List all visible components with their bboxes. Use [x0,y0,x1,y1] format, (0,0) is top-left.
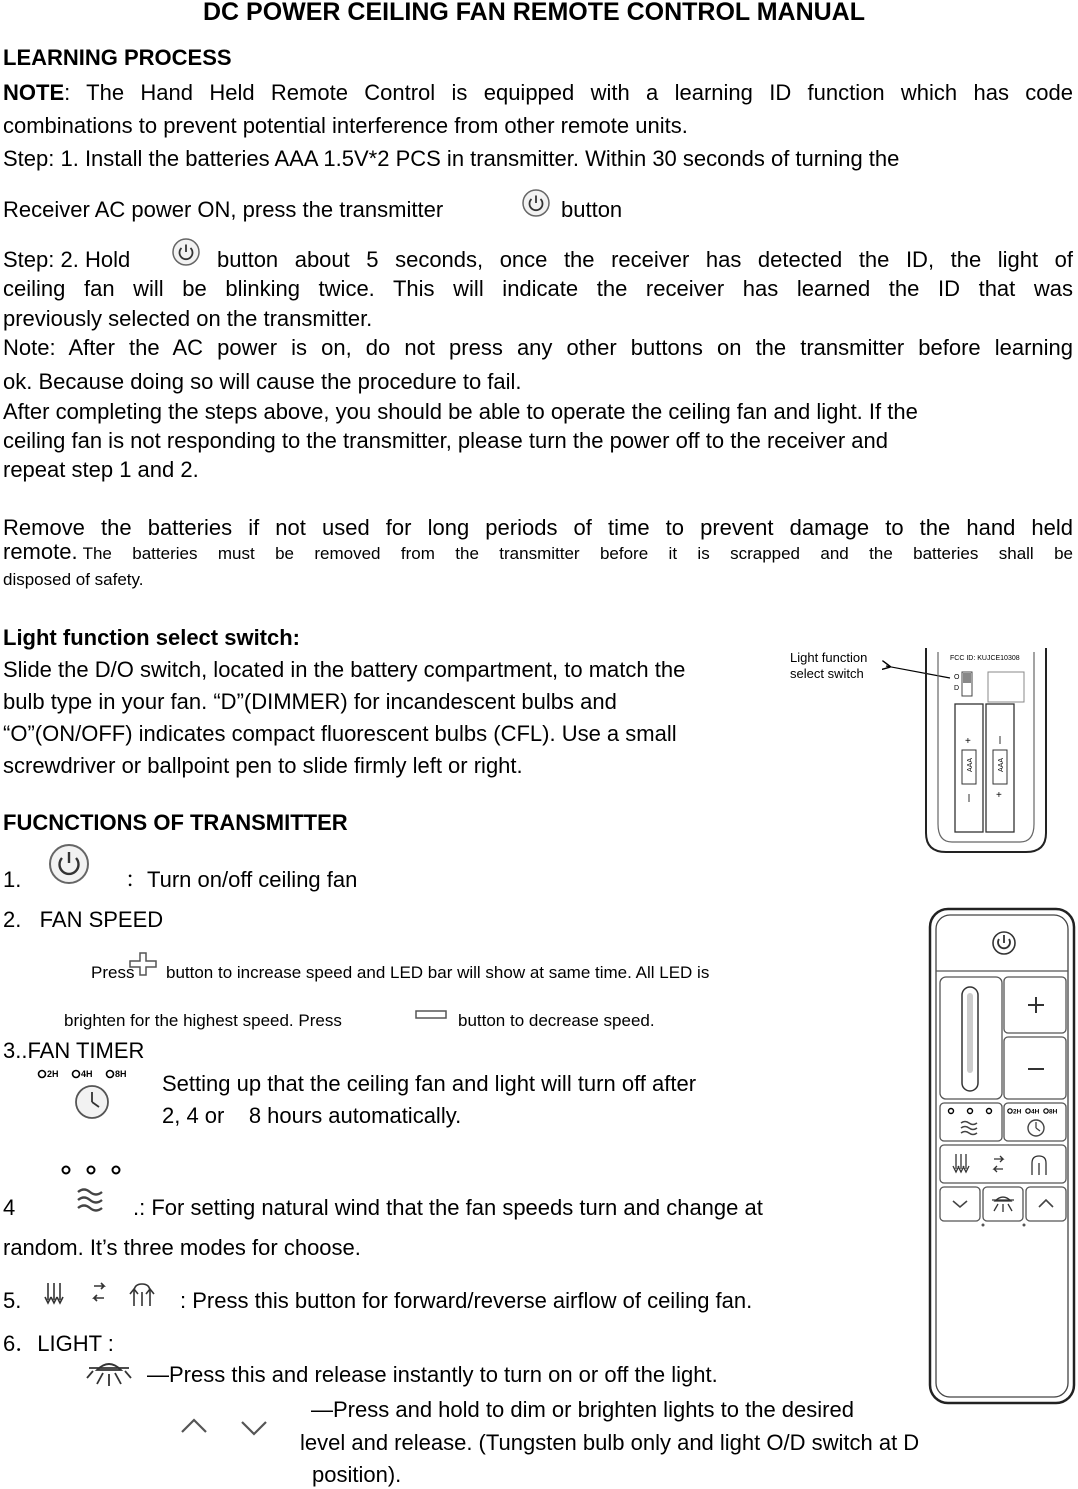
functions-heading: FUCNCTIONS OF TRANSMITTER [3,810,348,835]
natural-wind-icon [60,1162,124,1222]
minus-icon [414,1009,448,1021]
svg-text:8H: 8H [1049,1108,1058,1116]
plus-icon [128,951,158,977]
timer-icon [36,1066,142,1122]
step2-b: button about 5 seconds, once the receiver has detected the ID, the light of [217,247,1073,272]
f3-line1: Setting up that the ceiling fan and light will turn off after [162,1071,697,1096]
learning-note-line1 [3,79,1073,107]
fcc-id-text: FCC ID: KUJCE10308 [950,655,1020,662]
f2-line2b: button to decrease speed. [458,1011,655,1030]
light-icon [85,1360,133,1390]
learning-heading: LEARNING PROCESS [3,45,232,70]
f6-line3: level and release. (Tungsten bulb only and light O/D switch at D [300,1430,920,1455]
light-switch-line1: Slide the D/O switch, located in the battery compartment, to match the [3,657,686,682]
f1-text: ：Turn on/off ceiling fan [125,867,358,892]
f4-number: 4 [3,1195,16,1220]
f2-line2a: brighten for the highest speed. Press [64,1011,342,1030]
f1-number: 1. [3,867,22,892]
power-button-icon [521,188,551,218]
svg-text:4H: 4H [81,1069,93,1079]
svg-text:+: + [965,736,971,747]
figure-label-line1: Light function [790,650,868,665]
svg-text:2H: 2H [1013,1108,1022,1116]
svg-text:AAA: AAA [998,757,1005,772]
f4-line2: random. It’s three modes for choose. [3,1235,361,1260]
power-button-icon [171,237,201,267]
f2-line1b: button to increase speed and LED bar will show at same time. All LED is [166,963,710,982]
note-label: NOTE [3,80,65,105]
f6-heading: 6．LIGHT : [3,1331,114,1356]
note2-line2: ok. Because doing so will cause the procedure to fail. [3,369,522,394]
after-line2: ceiling fan is not responding to the transmitter, please turn the power off to the receiver and [3,428,889,453]
f2-heading: 2. FAN SPEED [3,907,164,932]
step1-line1: Step: 1. Install the batteries AAA 1.5V*2 PCS in transmitter. Within 30 seconds of turning the [3,146,900,171]
remove-line1: Remove the batteries if not used for long periods of time to prevent damage to the hand held [3,515,1073,540]
f6-line2: —Press and hold to dim or brighten lights to the desired [311,1397,854,1422]
figure-label-line2: select switch [790,666,864,681]
f5-number: 5. [3,1288,22,1313]
note-text: : The Hand Held Remote Control is equipped with a learning ID function which has code [64,80,1073,105]
f3-line2: 2, 4 or 8 hours automatically. [162,1103,462,1128]
f3-heading: 3..FAN TIMER [3,1038,145,1063]
after-line1: After completing the steps above, you should be able to operate the ceiling fan and light. If the [3,399,918,424]
after-line3: repeat step 1 and 2. [3,457,199,482]
remove-line2 [3,539,1073,565]
svg-text:+: + [996,790,1002,801]
svg-text:AAA: AAA [967,757,974,772]
light-switch-line3: “O”(ON/OFF) indicates compact fluorescent bulbs (CFL). Use a small [3,721,677,746]
light-switch-line2: bulb type in your fan. “D”(DIMMER) for incandescent bulbs and [3,689,617,714]
step2-line2: ceiling fan will be blinking twice. This will indicate the receiver has learned the ID that was [3,276,1073,301]
airflow-direction-icon [44,1280,162,1310]
f6-line4: position). [312,1462,402,1487]
page-title: DC POWER CEILING FAN REMOTE CONTROL MANUAL [202,0,866,26]
f2-line1a: Press [91,963,135,982]
svg-text:2H: 2H [47,1069,59,1079]
svg-text:8H: 8H [115,1069,127,1079]
light-switch-line4: screwdriver or ballpoint pen to slide firmly left or right. [3,753,523,778]
svg-text:D: D [954,685,960,692]
step1-line2b: button [561,197,623,222]
figure-label [790,650,867,682]
remove-line3: disposed of safety. [3,570,144,589]
remote-control-figure [928,907,1076,1407]
learning-note-line2: combinations to prevent potential interference from other remote units. [3,113,688,138]
step2-line3: previously selected on the transmitter. [3,306,373,331]
battery-compartment-figure [882,648,1052,858]
svg-text:O: O [954,674,960,681]
f5-text: : Press this button for forward/reverse airflow of ceiling fan. [180,1288,753,1313]
step1-line2a: Receiver AC power ON, press the transmitter [3,197,444,222]
svg-text:4H: 4H [1031,1108,1040,1116]
f4-text: .: For setting natural wind that the fan speeds turn and change at [133,1195,763,1220]
step2-a: Step: 2. Hold [3,247,131,272]
power-button-icon [47,842,91,886]
f6-line1: —Press this and release instantly to turn on or off the light. [147,1362,718,1387]
light-switch-heading: Light function select switch: [3,625,301,650]
dim-up-down-icon [176,1414,272,1440]
note2-line1: Note: After the AC power is on, do not press any other buttons on the transmitter before learning [3,335,1073,360]
remove-line2b: The batteries must be removed from the transmitter before it is scrapped and the batteries shall be [82,544,1073,563]
remove-line2a: remote. [3,539,78,564]
